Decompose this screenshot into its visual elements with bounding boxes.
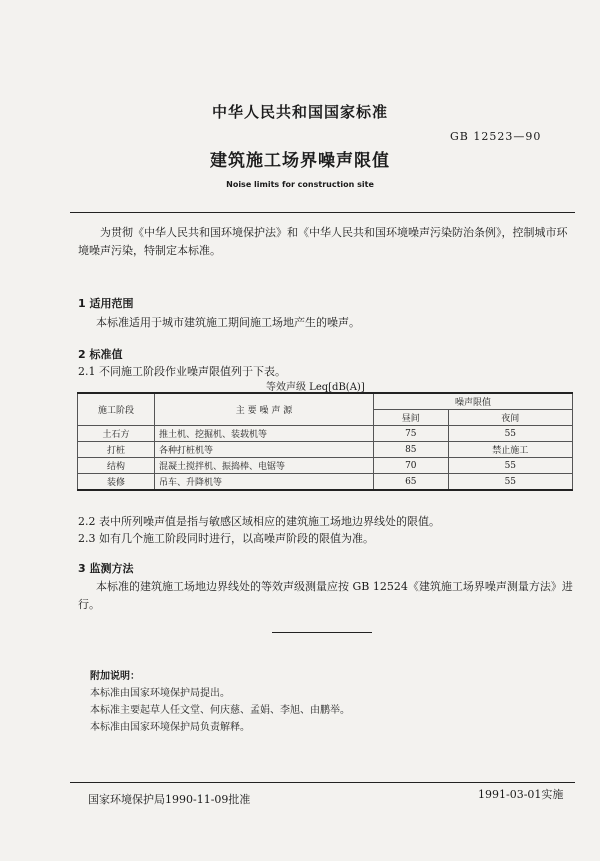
document-title: 建筑施工场界噪声限值 xyxy=(210,151,390,171)
cell-stage: 打桩 xyxy=(78,442,155,458)
cell-source: 推土机、挖掘机、装载机等 xyxy=(155,426,374,442)
section-1-heading: 1 适用范围 xyxy=(78,297,134,310)
cell-source: 各种打桩机等 xyxy=(155,442,374,458)
cell-stage: 结构 xyxy=(78,458,155,474)
section-3-text-line2: 行。 xyxy=(78,598,100,611)
col-header-limit: 噪声限值 xyxy=(374,393,573,410)
end-divider xyxy=(272,632,372,633)
clause-2-1: 2.1 不同施工阶段作业噪声限值列于下表。 xyxy=(78,365,286,378)
notes-line: 本标准由国家环境保护局负责解释。 xyxy=(90,722,250,733)
cell-night: 禁止施工 xyxy=(448,442,572,458)
cell-night: 55 xyxy=(448,426,572,442)
clause-2-2: 2.2 表中所列噪声值是指与敏感区域相应的建筑施工场地边界线处的限值。 xyxy=(78,515,440,528)
cell-day: 65 xyxy=(374,474,449,491)
cell-day: 75 xyxy=(374,426,449,442)
cell-night: 55 xyxy=(448,474,572,491)
cell-night: 55 xyxy=(448,458,572,474)
unit-label: 等效声级 Leq[dB(A)] xyxy=(266,382,365,393)
table-row xyxy=(78,458,573,474)
cell-source: 吊车、升降机等 xyxy=(155,474,374,491)
header-divider xyxy=(70,212,575,213)
approval-date: 国家环境保护局1990-11-09批准 xyxy=(88,793,251,806)
col-header-day: 昼间 xyxy=(374,410,449,426)
intro-paragraph: 为贯彻《中华人民共和国环境保护法》和《中华人民共和国环境噪声污染防治条例》，控制城市环境噪声污染，特制定本标准。 xyxy=(78,226,568,257)
cell-stage: 土石方 xyxy=(78,426,155,442)
footer-divider xyxy=(70,782,575,783)
notes-heading: 附加说明： xyxy=(90,671,140,682)
table-row xyxy=(78,474,573,491)
notes-line: 本标准主要起草人任文堂、何庆慈、孟娟、李旭、由鹏举。 xyxy=(90,705,350,716)
table-row xyxy=(78,442,573,458)
standard-code: GB 12523—90 xyxy=(450,130,542,143)
implementation-date: 1991-03-01实施 xyxy=(478,788,564,801)
noise-limits-table xyxy=(77,392,573,491)
national-standard-heading: 中华人民共和国国家标准 xyxy=(211,103,388,121)
section-2-heading: 2 标准值 xyxy=(78,348,123,361)
col-header-night: 夜间 xyxy=(448,410,572,426)
document-subtitle-en: Noise limits for construction site xyxy=(226,180,374,189)
col-header-source: 主 要 噪 声 源 xyxy=(155,393,374,426)
cell-stage: 装修 xyxy=(78,474,155,491)
cell-source: 混凝土搅拌机、振捣棒、电锯等 xyxy=(155,458,374,474)
col-header-stage: 施工阶段 xyxy=(78,393,155,426)
section-3-heading: 3 监测方法 xyxy=(78,562,134,575)
cell-day: 85 xyxy=(374,442,449,458)
clause-2-3: 2.3 如有几个施工阶段同时进行，以高噪声阶段的限值为准。 xyxy=(78,532,374,545)
section-1-text: 本标准适用于城市建筑施工期间施工场地产生的噪声。 xyxy=(96,316,360,329)
table-row xyxy=(78,426,573,442)
section-3-text-line1: 本标准的建筑施工场地边界线处的等效声级测量应按 GB 12524《建筑施工场界噪声测量方法》进 xyxy=(96,580,573,593)
notes-line: 本标准由国家环境保护局提出。 xyxy=(90,688,230,699)
cell-day: 70 xyxy=(374,458,449,474)
